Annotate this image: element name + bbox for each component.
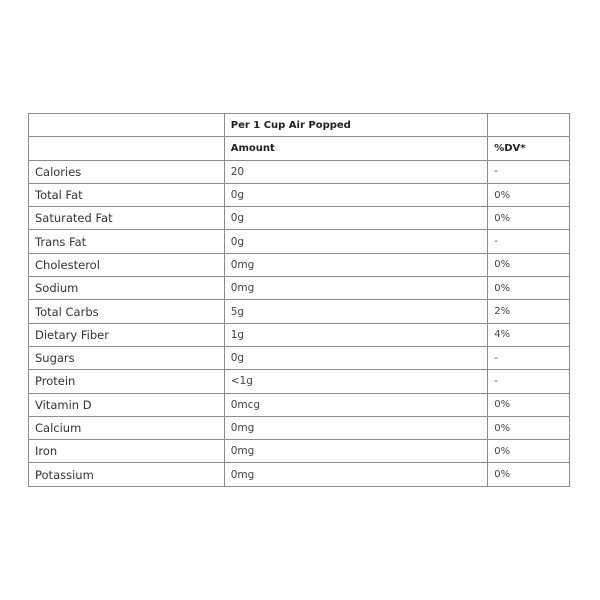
- nutrient-amount: 0g: [224, 183, 488, 206]
- nutrient-amount: 0g: [224, 230, 488, 253]
- nutrient-daily-value: -: [488, 160, 570, 183]
- nutrient-name: Trans Fat: [29, 230, 225, 253]
- table-row: [29, 253, 570, 276]
- nutrient-daily-value: 0%: [488, 277, 570, 300]
- table-row: [29, 393, 570, 416]
- nutrition-table: [28, 113, 570, 487]
- nutrient-daily-value: 0%: [488, 416, 570, 439]
- nutrient-daily-value: -: [488, 346, 570, 369]
- amount-header: Amount: [224, 137, 488, 160]
- nutrient-amount: <1g: [224, 370, 488, 393]
- nutrient-name: Potassium: [29, 463, 225, 486]
- nutrient-amount: 0mcg: [224, 393, 488, 416]
- table-row: [29, 463, 570, 486]
- nutrient-daily-value: 0%: [488, 253, 570, 276]
- nutrient-name: Sugars: [29, 346, 225, 369]
- serving-size-header: Per 1 Cup Air Popped: [224, 114, 488, 137]
- nutrition-table-body: [29, 114, 570, 487]
- nutrient-name: Calories: [29, 160, 225, 183]
- table-row: [29, 370, 570, 393]
- nutrient-amount: 5g: [224, 300, 488, 323]
- nutrient-amount: 20: [224, 160, 488, 183]
- table-row: [29, 160, 570, 183]
- header-empty-cell: [488, 114, 570, 137]
- table-row: [29, 300, 570, 323]
- nutrient-name: Total Carbs: [29, 300, 225, 323]
- table-row: [29, 346, 570, 369]
- nutrient-daily-value: 4%: [488, 323, 570, 346]
- nutrient-name: Dietary Fiber: [29, 323, 225, 346]
- serving-header-row: [29, 114, 570, 137]
- table-row: [29, 230, 570, 253]
- table-row: [29, 416, 570, 439]
- nutrient-name: Saturated Fat: [29, 207, 225, 230]
- nutrient-name: Iron: [29, 440, 225, 463]
- nutrient-name: Total Fat: [29, 183, 225, 206]
- header-empty-cell: [29, 114, 225, 137]
- nutrient-amount: 0mg: [224, 416, 488, 439]
- nutrient-name: Sodium: [29, 277, 225, 300]
- nutrient-amount: 0mg: [224, 277, 488, 300]
- nutrient-amount: 1g: [224, 323, 488, 346]
- table-row: [29, 207, 570, 230]
- nutrient-amount: 0g: [224, 207, 488, 230]
- nutrient-daily-value: 0%: [488, 463, 570, 486]
- nutrient-daily-value: 2%: [488, 300, 570, 323]
- nutrient-daily-value: 0%: [488, 393, 570, 416]
- column-header-row: [29, 137, 570, 160]
- table-row: [29, 277, 570, 300]
- table-row: [29, 323, 570, 346]
- nutrient-name: Protein: [29, 370, 225, 393]
- table-row: [29, 183, 570, 206]
- nutrient-daily-value: 0%: [488, 207, 570, 230]
- nutrient-daily-value: 0%: [488, 183, 570, 206]
- table-row: [29, 440, 570, 463]
- nutrient-amount: 0mg: [224, 463, 488, 486]
- nutrient-daily-value: 0%: [488, 440, 570, 463]
- nutrient-name: Cholesterol: [29, 253, 225, 276]
- nutrient-name: Vitamin D: [29, 393, 225, 416]
- header-empty-cell: [29, 137, 225, 160]
- nutrient-daily-value: -: [488, 370, 570, 393]
- nutrient-amount: 0mg: [224, 440, 488, 463]
- nutrient-name: Calcium: [29, 416, 225, 439]
- nutrient-daily-value: -: [488, 230, 570, 253]
- nutrient-amount: 0mg: [224, 253, 488, 276]
- daily-value-header: %DV*: [488, 137, 570, 160]
- nutrient-amount: 0g: [224, 346, 488, 369]
